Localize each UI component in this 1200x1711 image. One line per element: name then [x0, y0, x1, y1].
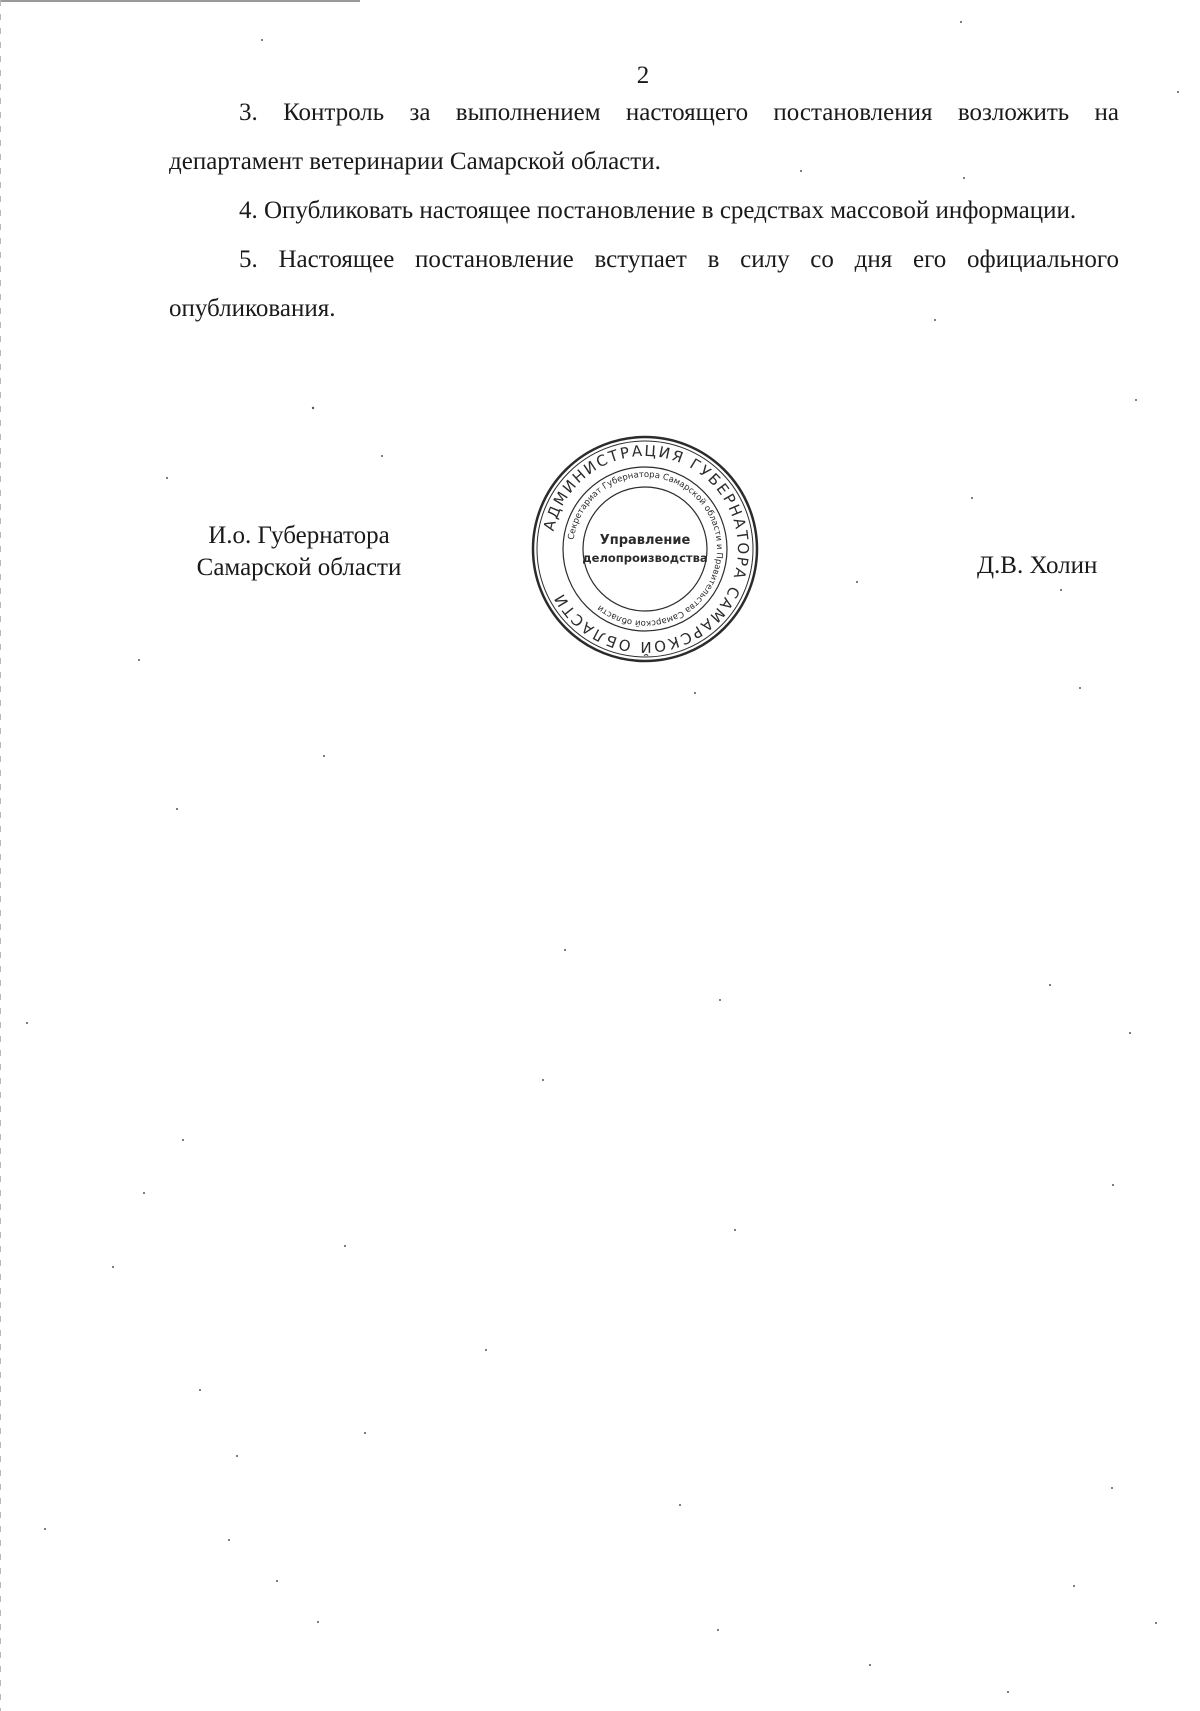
paragraph-5: 5. Настоящее постановление вступает в силу со дня его официального опубликования.	[169, 246, 1119, 322]
seal-center-line2: делопроизводства	[582, 551, 708, 565]
seal-middle-ring	[563, 467, 727, 631]
signatory-position-line1: И.о. Губернатора	[208, 522, 390, 549]
paragraph-3: 3. Контроль за выполнением настоящего постановления возложить на департамент ветеринарии Самарской области.	[169, 99, 1119, 175]
official-seal	[530, 434, 760, 664]
seal-center-line1: Управление	[599, 533, 691, 548]
seal-inner-text: Секретариат Губернатора Самарской области и Правительства Самарской области	[566, 469, 725, 629]
signatory-position-line2: Самарской области	[196, 554, 402, 581]
seal-outer-text: АДМИНИСТРАЦИЯ ГУБЕРНАТОРА САМАРСКОЙ ОБЛАСТИ	[539, 441, 753, 657]
signatory-position	[169, 520, 429, 584]
scan-edge-left	[0, 0, 1, 1711]
paragraph-4: 4. Опубликовать настоящее постановление в средствах массовой информации.	[239, 197, 1077, 224]
page-number: 2	[636, 62, 650, 89]
seal-inner-ring	[583, 487, 707, 611]
document-body	[169, 88, 1119, 333]
scan-edge-top	[0, 0, 360, 2]
signatory-name: Д.В. Холин	[977, 552, 1098, 579]
